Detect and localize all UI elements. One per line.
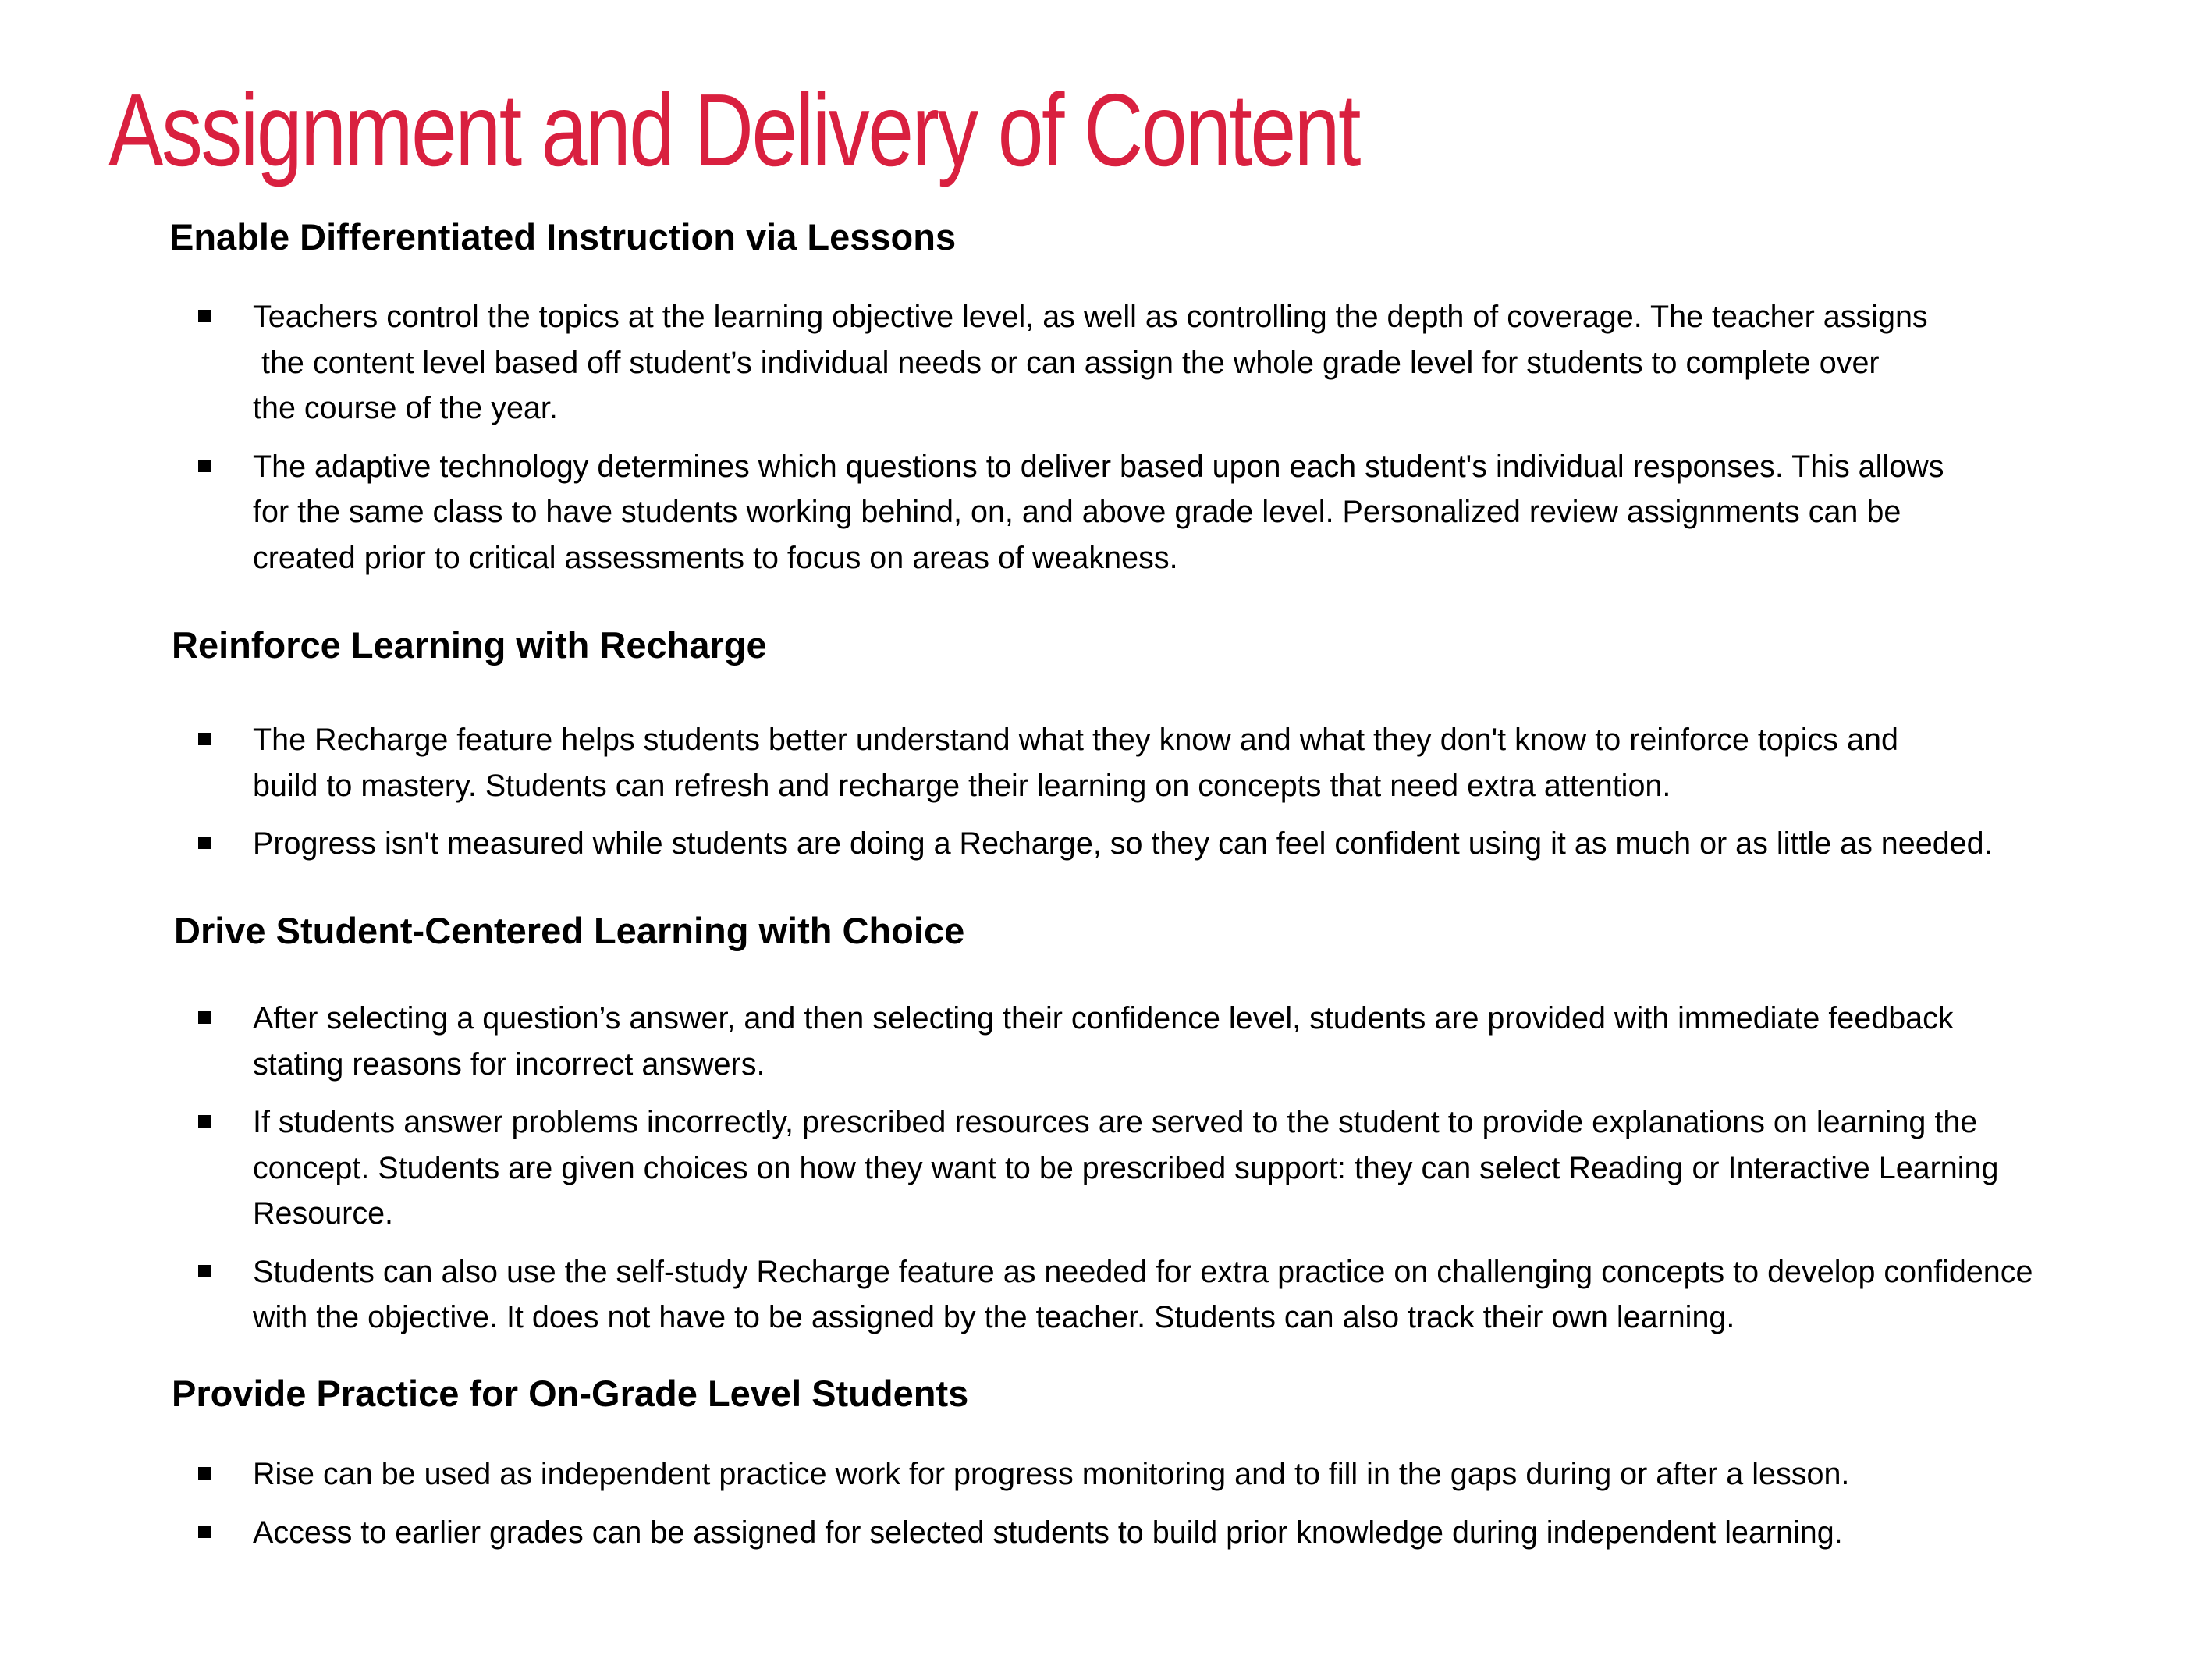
text-line: stating reasons for incorrect answers.	[253, 1046, 765, 1082]
list-item	[198, 294, 1944, 432]
text-line: for the same class to have students working behind, on, and above grade level. Personalized review assignments can be	[253, 495, 1901, 529]
list-item	[198, 1249, 2033, 1341]
square-bullet-icon	[198, 1526, 211, 1538]
square-bullet-icon	[198, 1467, 211, 1480]
square-bullet-icon	[198, 1115, 211, 1128]
text-line: with the objective. It does not have to be assigned by the teacher. Students can also track their own learning.	[253, 1300, 1735, 1334]
text-line: the content level based off student’s individual needs or can assign the whole grade level for students to complete over	[253, 345, 1880, 380]
list-item	[198, 821, 1993, 867]
list-item	[198, 717, 1993, 808]
text-line: Access to earlier grades can be assigned for selected students to build prior knowledge during independent learning.	[253, 1515, 1843, 1550]
text-line: Rise can be used as independent practice work for progress monitoring and to fill in the gaps during or after a lesson.	[253, 1457, 1850, 1491]
bullet-list-on-grade-practice	[198, 1451, 1849, 1555]
square-bullet-icon	[198, 1265, 211, 1277]
text-line: Students can also use the self-study Recharge feature as needed for extra practice on challenging concepts to develop confidence	[253, 1254, 2033, 1289]
section-heading-differentiated-instruction: Enable Differentiated Instruction via Lessons	[169, 216, 957, 258]
text-line: The adaptive technology determines which questions to deliver based upon each student's individual responses. This allows	[253, 449, 1944, 484]
square-bullet-icon	[198, 310, 211, 322]
bullet-list-recharge	[198, 717, 1993, 867]
text-line: concept. Students are given choices on how they want to be prescribed support: they can select Reading or Interactive Learning	[253, 1150, 1999, 1185]
list-item	[198, 1510, 1849, 1556]
text-line: Resource.	[253, 1196, 394, 1231]
list-item	[198, 1099, 2033, 1237]
text-line: After selecting a question’s answer, and then selecting their confidence level, students are provided with immediate feedback	[253, 1001, 1954, 1036]
text-line: Teachers control the topics at the learning objective level, as well as controlling the depth of coverage. The teacher assigns	[253, 300, 1928, 334]
section-heading-choice: Drive Student-Centered Learning with Choice	[174, 910, 965, 951]
square-bullet-icon	[198, 733, 211, 745]
page-title: Assignment and Delivery of Content	[108, 73, 1359, 187]
section-heading-recharge: Reinforce Learning with Recharge	[172, 624, 767, 666]
text-line: created prior to critical assessments to focus on areas of weakness.	[253, 540, 1178, 575]
square-bullet-icon	[198, 1011, 211, 1024]
bullet-list-choice	[198, 996, 2033, 1341]
text-line: build to mastery. Students can refresh and recharge their learning on concepts that need extra attention.	[253, 768, 1671, 803]
list-item	[198, 1451, 1849, 1497]
text-line: The Recharge feature helps students better understand what they know and what they don't know to reinforce topics and	[253, 723, 1898, 757]
list-item	[198, 996, 2033, 1087]
section-heading-on-grade-practice: Provide Practice for On-Grade Level Students	[172, 1373, 969, 1414]
text-line: If students answer problems incorrectly, prescribed resources are served to the student to provide explanations on learning the	[253, 1105, 1978, 1139]
list-item	[198, 444, 1944, 581]
square-bullet-icon	[198, 460, 211, 472]
square-bullet-icon	[198, 837, 211, 849]
bullet-list-differentiated-instruction	[198, 294, 1944, 581]
text-line: the course of the year.	[253, 391, 558, 425]
text-line: Progress isn't measured while students are doing a Recharge, so they can feel confident using it as much or as little as needed.	[253, 826, 1993, 861]
